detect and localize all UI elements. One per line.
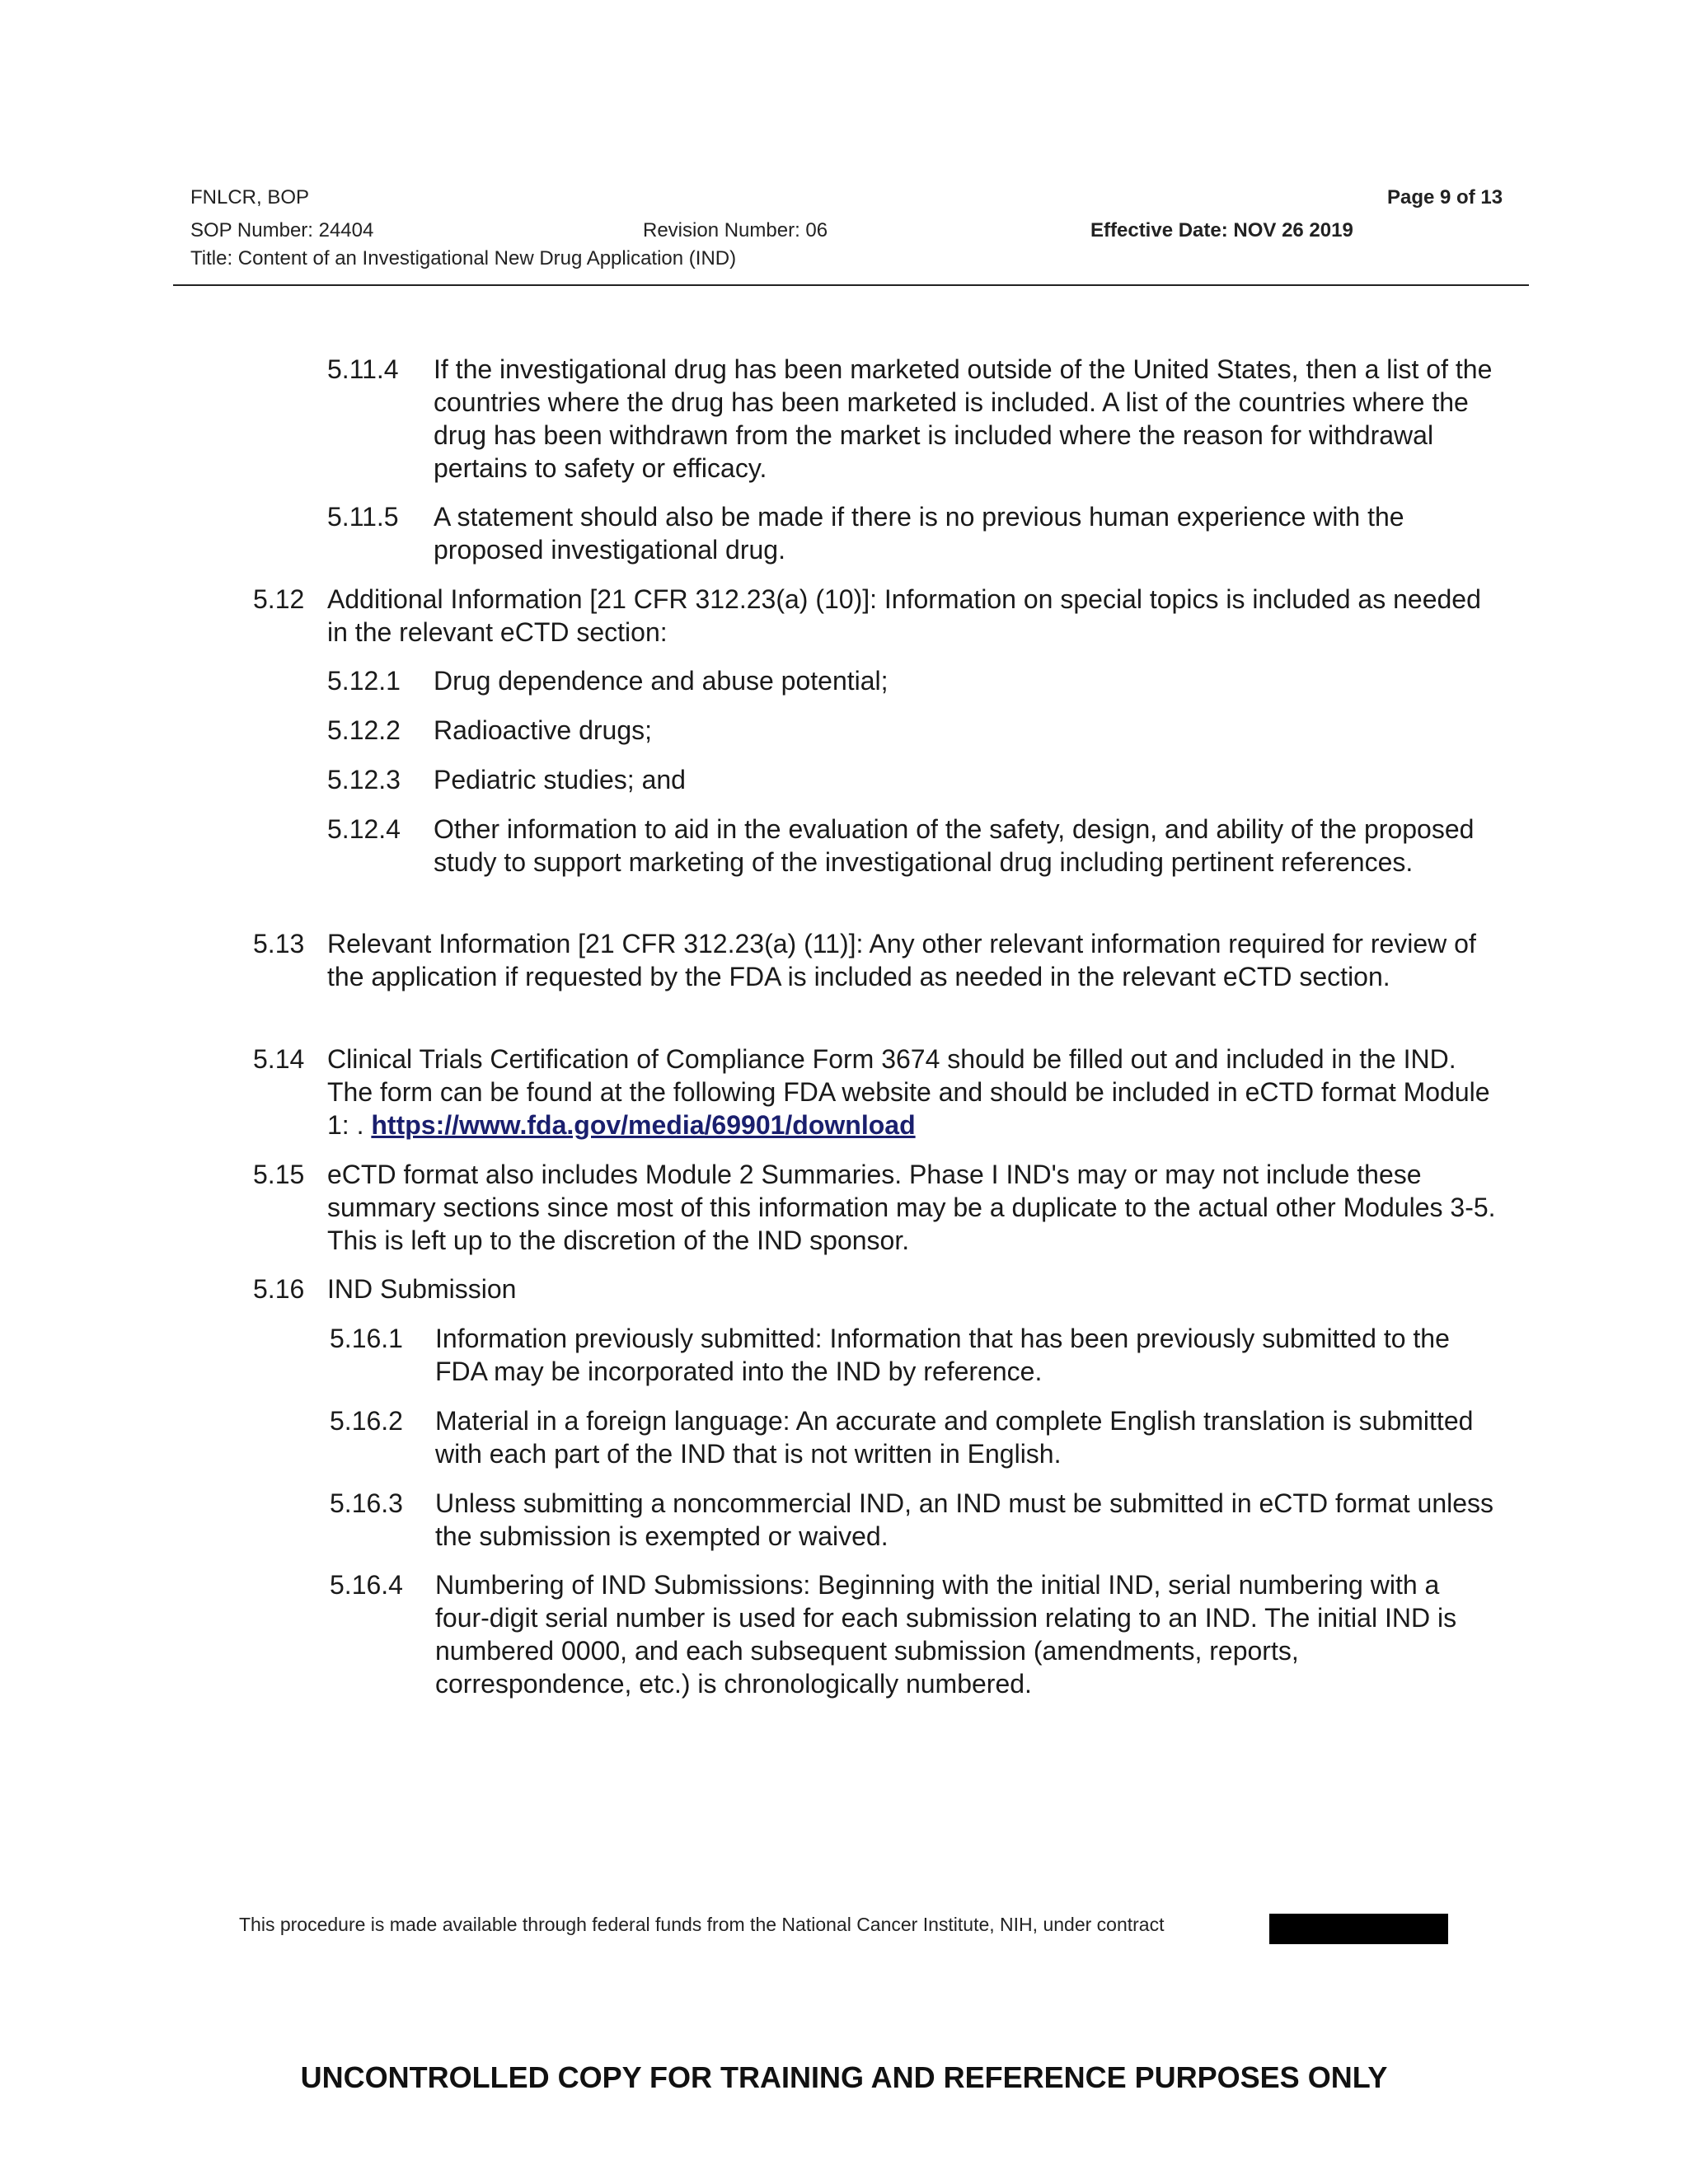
section-number: 5.12 [253,584,305,614]
section-text: eCTD format also includes Module 2 Summaries. Phase I IND's may or may not include these summary sections since most of this information may be a duplicate to the actual other Modules 3-5. This is left up to the discretion of the IND sponsor. [327,1160,1496,1255]
section-number: 5.11.4 [327,354,399,384]
section-text: Unless submitting a noncommercial IND, an IND must be submitted in eCTD format unless the submission is exempted or waived. [435,1488,1494,1551]
section-text: Information previously submitted: Information that has been previously submitted to the FDA may be incorporated into the IND by reference. [435,1324,1450,1386]
page-number: Page 9 of 13 [1387,186,1503,209]
section-text: Other information to aid in the evaluation of the safety, design, and ability of the proposed study to support marketing of the investigational drug including pertinent references. [434,814,1475,877]
section-number: 5.15 [253,1160,305,1189]
section-number: 5.12.2 [327,715,401,745]
section-text: Additional Information [21 CFR 312.23(a) (10)]: Information on special topics is included as needed in the relevant eCTD section: [327,584,1481,647]
section-number: 5.12.3 [327,765,401,794]
section-number: 5.14 [253,1044,305,1074]
section-number: 5.16.3 [330,1488,403,1518]
section-number: 5.16.1 [330,1324,403,1353]
section-number: 5.13 [253,929,305,958]
document-title: Title: Content of an Investigational New Drug Application (IND) [190,247,737,269]
section-number: 5.11.5 [327,502,399,532]
section-text: Numbering of IND Submissions: Beginning with the initial IND, serial numbering with a four-digit serial number is used for each submission relating to an IND. The initial IND is numbered 0000, and each subsequent submission (amendments, reports, correspondence, etc.) is chronologically numbered. [435,1570,1457,1699]
section-text: Relevant Information [21 CFR 312.23(a) (11)]: Any other relevant information required for review of the application if requested by the FDA is included as needed in the relevant eCTD section. [327,929,1476,991]
section-number: 5.16 [253,1274,305,1304]
section-text: Clinical Trials Certification of Compliance Form 3674 should be filled out and included in the IND. The form can be found at the following FDA website and should be included in eCTD format Module 1: . [327,1044,1490,1140]
section-number: 5.16.4 [330,1570,403,1600]
funding-note: This procedure is made available through federal funds from the National Cancer Institute, NIH, under contract [239,1914,1165,1935]
fda-form-link[interactable]: https://www.fda.gov/media/69901/download [371,1110,916,1140]
section-number: 5.16.2 [330,1406,403,1436]
section-text: A statement should also be made if there is no previous human experience with the proposed investigational drug. [434,502,1404,565]
section-text: Radioactive drugs; [434,715,653,745]
redaction-block [1269,1914,1448,1944]
section-number: 5.12.4 [327,814,401,844]
effective-date: Effective Date: NOV 26 2019 [1090,219,1353,241]
header-divider [173,284,1529,286]
section-text: If the investigational drug has been marketed outside of the United States, then a list of the countries where the drug has been marketed is included. A list of the countries where the drug has been withdrawn from the market is included where the reason for withdrawal pertains to safety or efficacy. [434,354,1493,483]
revision-number: Revision Number: 06 [643,219,828,241]
section-text: Material in a foreign language: An accurate and complete English translation is submitted with each part of the IND that is not written in English. [435,1406,1474,1469]
section-number: 5.12.1 [327,666,401,696]
section-text: IND Submission [327,1274,517,1304]
header-org: FNLCR, BOP [190,186,310,209]
uncontrolled-copy-notice: UNCONTROLLED COPY FOR TRAINING AND REFERENCE PURPOSES ONLY [300,2060,1388,2094]
section-text: Drug dependence and abuse potential; [434,666,889,696]
section-text: Pediatric studies; and [434,765,686,794]
section-text-wrapper [327,1043,1498,1141]
sop-number: SOP Number: 24404 [190,219,374,241]
